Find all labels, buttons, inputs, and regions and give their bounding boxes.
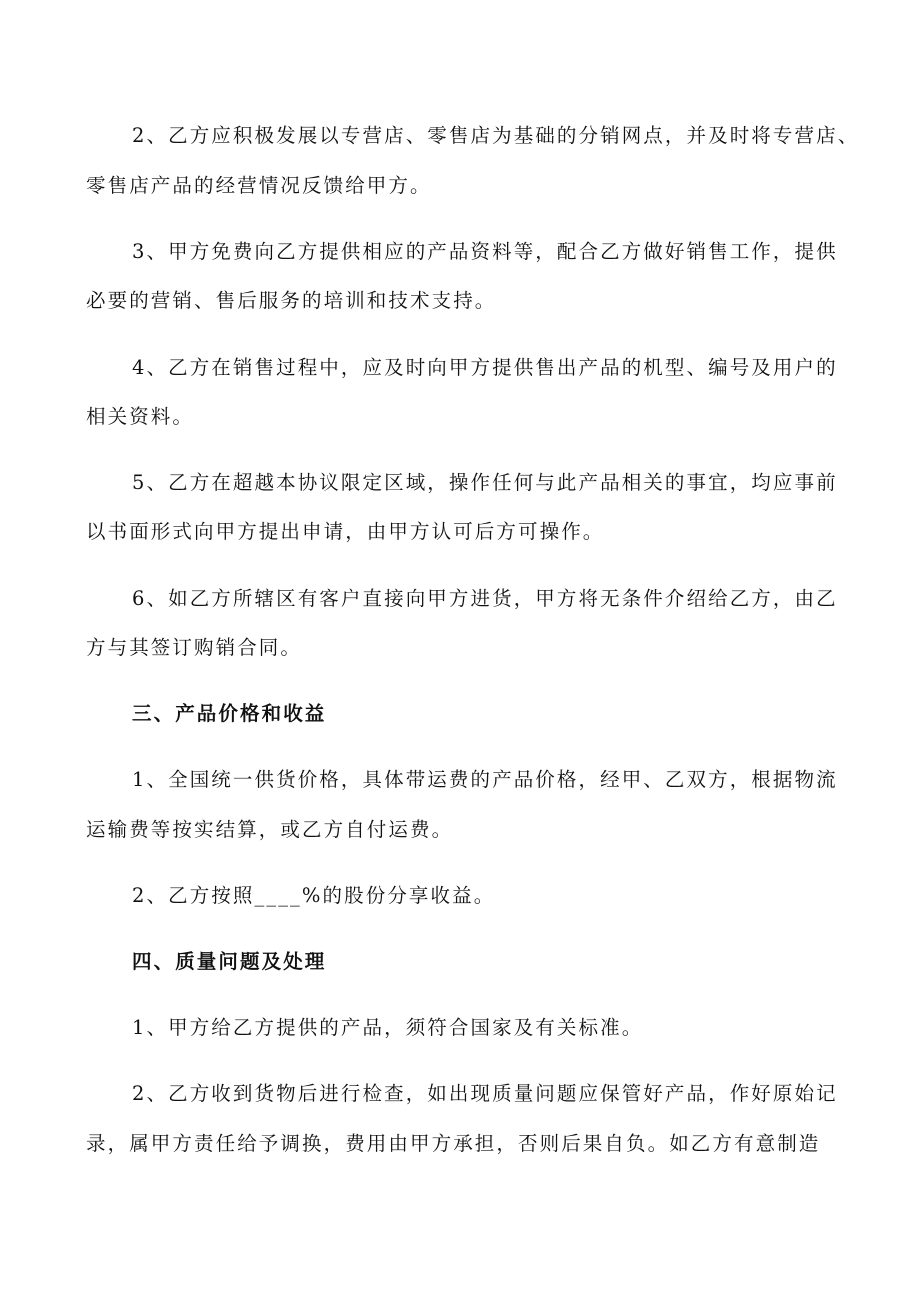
- text-line: 录，属甲方责任给予调换，费用由甲方承担，否则后果自负。如乙方有意制造: [86, 1132, 821, 1155]
- text-line: 2、乙方应积极发展以专营店、零售店为基础的分销网点，并及时将专营店、: [132, 124, 860, 147]
- text-line: 以书面形式向甲方提出申请，由甲方认可后方可操作。: [86, 520, 605, 543]
- text-line: 5、乙方在超越本协议限定区域，操作任何与此产品相关的事宜，均应事前: [132, 471, 838, 494]
- section-heading: 三、产品价格和收益: [132, 702, 327, 725]
- section-heading: 四、质量问题及处理: [132, 950, 327, 973]
- text-line: 零售店产品的经营情况反馈给甲方。: [86, 174, 432, 197]
- text-line: 必要的营销、售后服务的培训和技术支持。: [86, 289, 497, 312]
- text-line: 6、如乙方所辖区有客户直接向甲方进货，甲方将无条件介绍给乙方，由乙: [132, 587, 838, 610]
- text-line: 3、甲方免费向乙方提供相应的产品资料等，配合乙方做好销售工作，提供: [132, 240, 838, 263]
- text-line: 1、全国统一供货价格，具体带运费的产品价格，经甲、乙双方，根据物流: [132, 768, 838, 791]
- text-line: 4、乙方在销售过程中，应及时向甲方提供售出产品的机型、编号及用户的: [132, 356, 838, 379]
- text-line: 方与其签订购销合同。: [86, 636, 303, 659]
- text-line: 相关资料。: [86, 405, 195, 428]
- text-line: 2、乙方收到货物后进行检查，如出现质量问题应保管好产品，作好原始记: [132, 1082, 838, 1105]
- text-line: 运输费等按实结算，或乙方自付运费。: [86, 818, 454, 841]
- text-line: 2、乙方按照____%的股份分享收益。: [132, 884, 496, 907]
- text-line: 1、甲方给乙方提供的产品，须符合国家及有关标准。: [132, 1016, 644, 1039]
